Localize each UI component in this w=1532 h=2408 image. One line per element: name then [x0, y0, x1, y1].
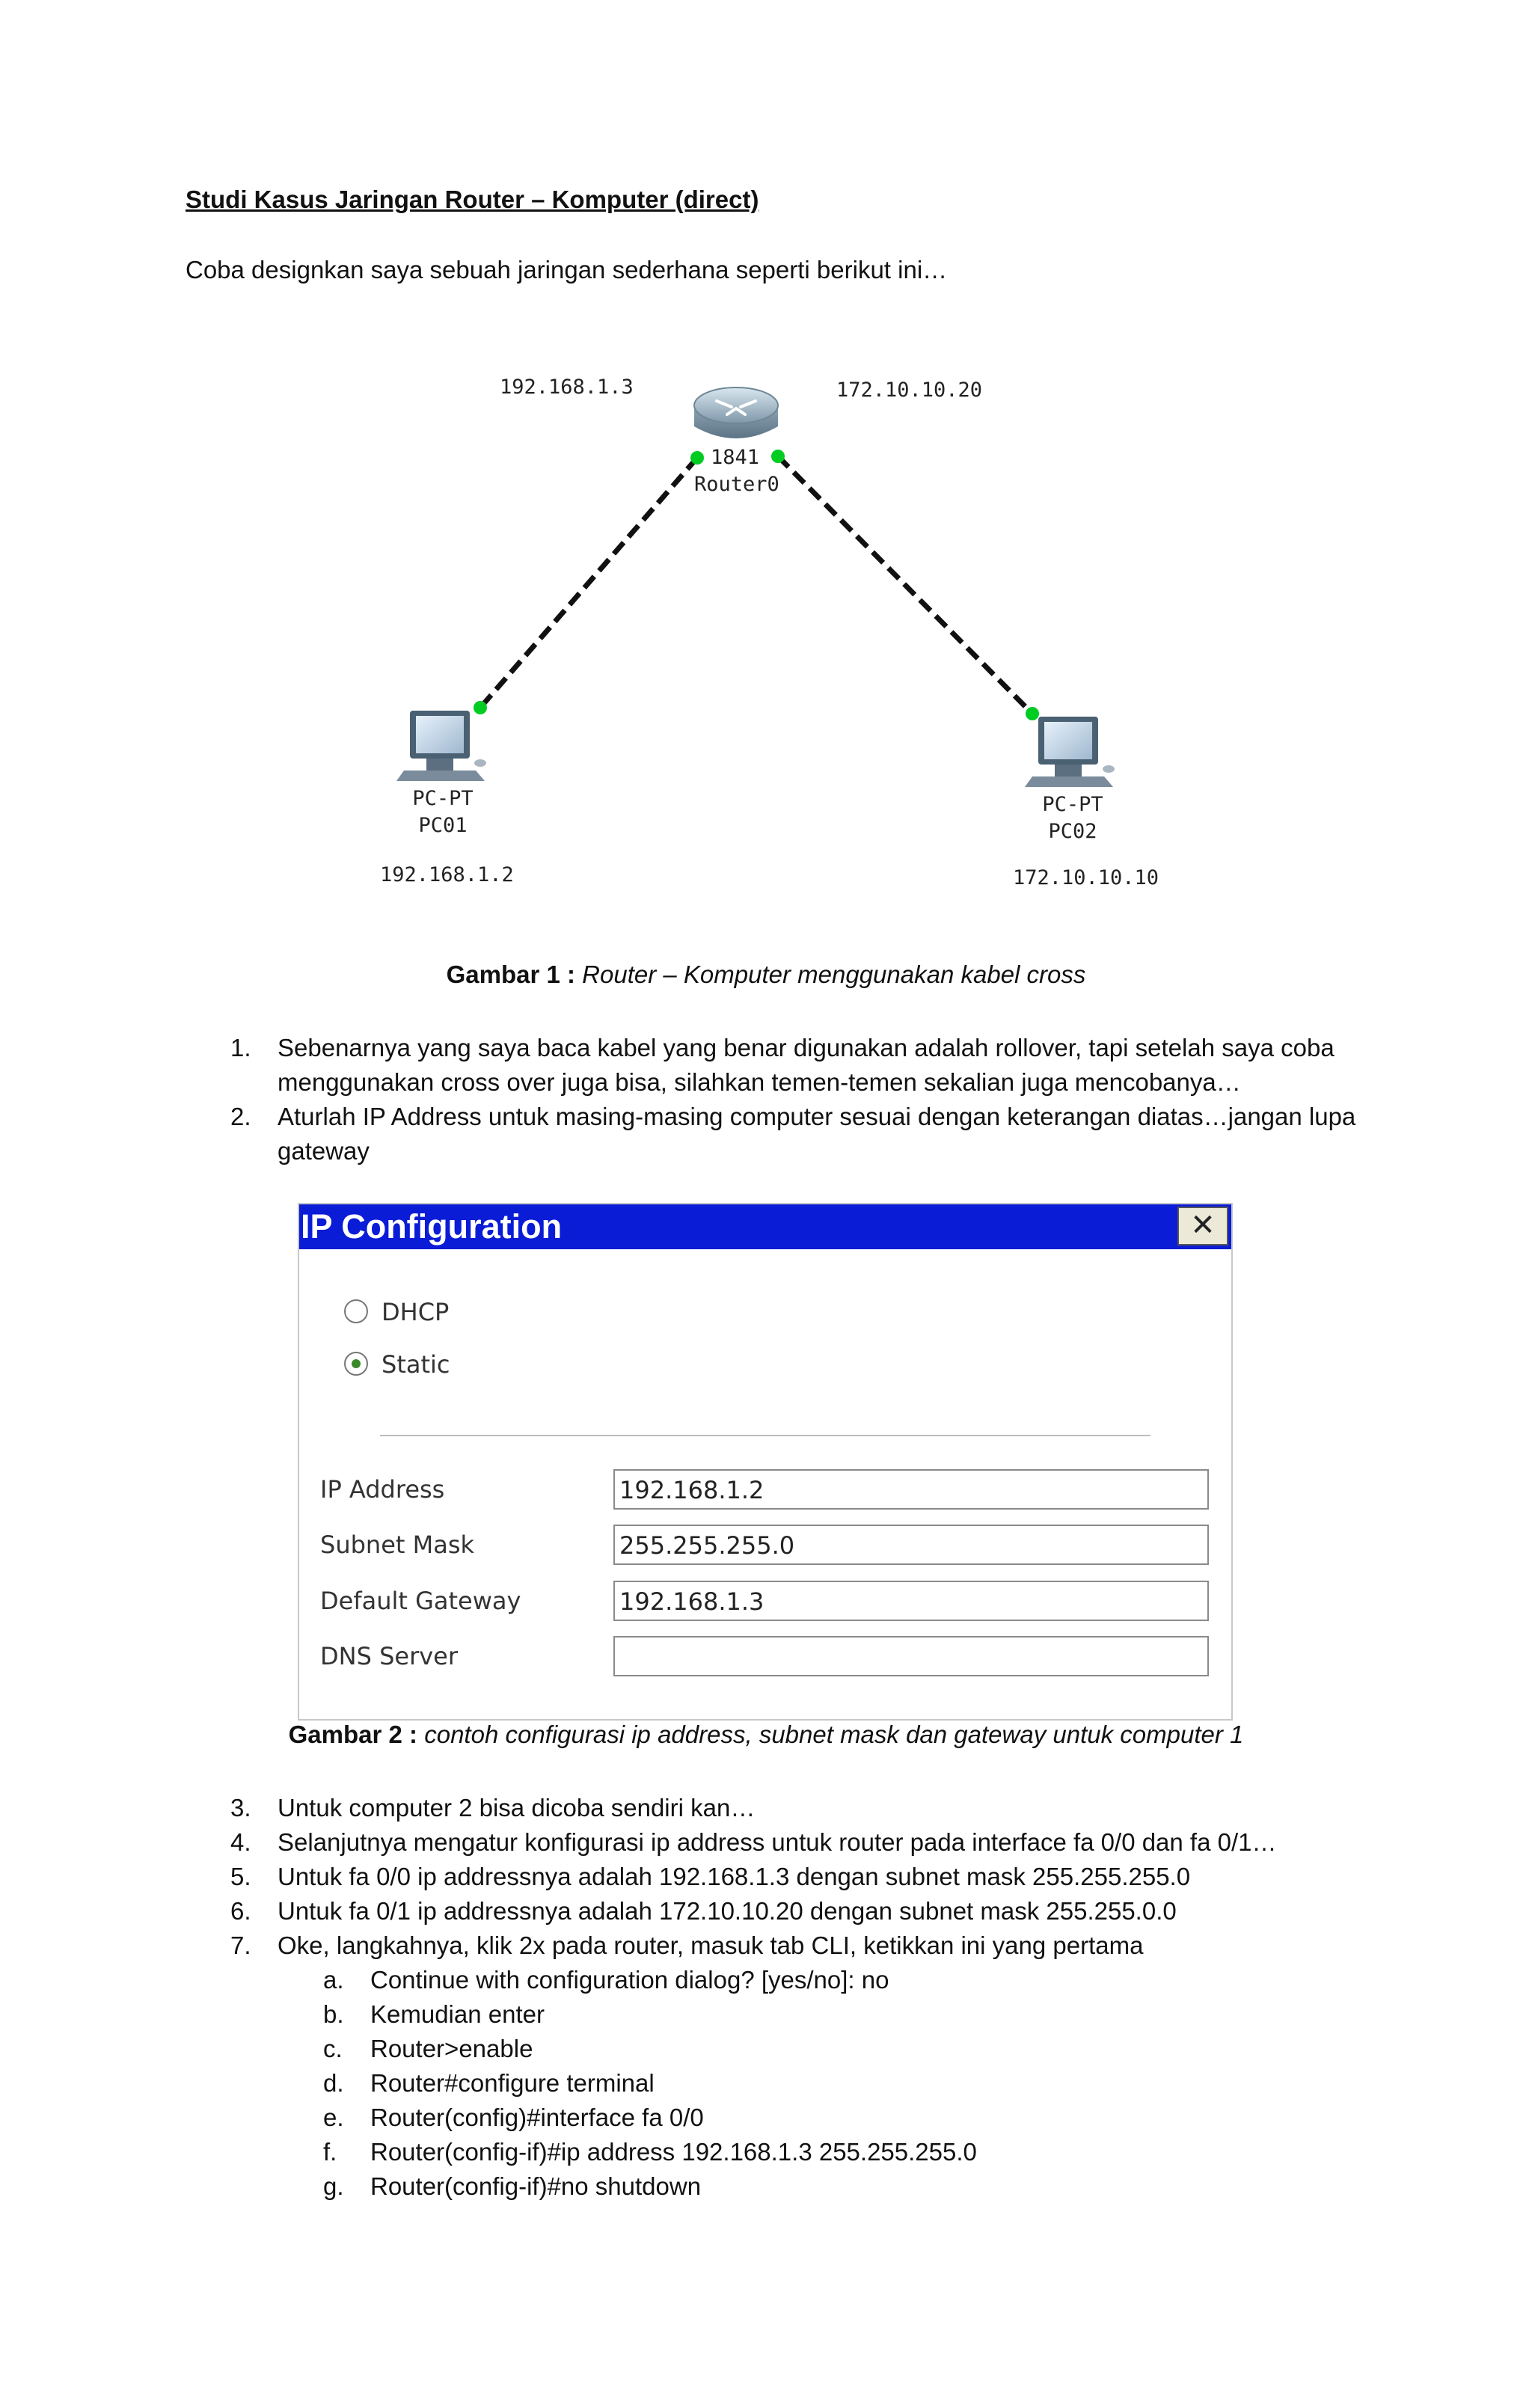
pc02-icon — [1025, 717, 1115, 787]
link-light-router-left — [690, 451, 704, 465]
intro-paragraph: Coba designkan saya sebuah jaringan sederhana seperti berikut ini… — [186, 256, 948, 284]
list-item-letter: f. — [323, 2138, 337, 2166]
list-item-text: Router#configure terminal — [370, 2069, 655, 2097]
list-item-text: Router(config-if)#no shutdown — [370, 2172, 702, 2200]
static-radio-label: Static — [382, 1350, 450, 1379]
list-item — [230, 1928, 1352, 1963]
network-diagram — [0, 337, 1532, 920]
link-light-pc01 — [474, 701, 487, 714]
figure2-caption-label: Gambar 2 : — [288, 1721, 418, 1748]
list-item-text: Router(config-if)#ip address 192.168.1.3 255.255.255.0 — [370, 2138, 977, 2166]
pc01-type-label: PC-PT — [412, 787, 474, 810]
cable-router-pc01 — [480, 458, 697, 708]
pc01-icon — [396, 711, 486, 781]
network-diagram-graphic — [0, 337, 1532, 920]
figure1-caption-text: Router – Komputer menggunakan kabel cross — [582, 961, 1086, 988]
subnet-mask-label: Subnet Mask — [320, 1531, 475, 1559]
list-item-number: 5. — [230, 1863, 251, 1890]
router-model-label: 1841 — [711, 446, 760, 469]
pc02-ip-label: 172.10.10.10 — [1013, 866, 1159, 889]
figure1-caption — [0, 961, 1532, 989]
list-item-text: Router(config)#interface fa 0/0 — [370, 2104, 704, 2131]
router-ip-right-label: 172.10.10.20 — [836, 379, 983, 402]
dns-server-label: DNS Server — [320, 1642, 458, 1670]
figure2-caption — [0, 1721, 1532, 1749]
subnet-mask-input[interactable]: 255.255.255.0 — [613, 1525, 1209, 1565]
list-item-letter: c. — [323, 2035, 343, 2062]
router-icon — [694, 387, 778, 438]
close-icon[interactable]: ✕ — [1177, 1207, 1228, 1246]
list-item-text: Oke, langkahnya, klik 2x pada router, masuk tab CLI, ketikkan ini yang pertama — [278, 1931, 1144, 1959]
list-item-letter: e. — [323, 2104, 344, 2131]
list-item — [230, 1894, 1352, 1928]
section-divider — [380, 1435, 1150, 1436]
dhcp-radio-button[interactable] — [344, 1299, 368, 1323]
list-item-letter: g. — [323, 2172, 344, 2200]
list-item-number: 4. — [230, 1828, 251, 1856]
list-item-number: 2. — [230, 1103, 251, 1130]
list-item-number: 7. — [230, 1931, 251, 1959]
pc02-type-label: PC-PT — [1042, 793, 1103, 816]
document-title: Studi Kasus Jaringan Router – Komputer (direct) — [186, 186, 759, 213]
pc02-name-label: PC02 — [1048, 820, 1097, 843]
list-item-number: 1. — [230, 1034, 251, 1061]
pc01-ip-label: 192.168.1.2 — [380, 863, 514, 886]
ip-configuration-window — [298, 1203, 1233, 1721]
default-gateway-label: Default Gateway — [320, 1587, 521, 1615]
dhcp-radio-label: DHCP — [382, 1298, 450, 1326]
pc01-name-label: PC01 — [418, 814, 468, 837]
window-title-bar — [299, 1204, 1231, 1249]
figure2-caption-text: contoh configurasi ip address, subnet mask dan gateway untuk computer 1 — [424, 1721, 1244, 1748]
list-item-text: Aturlah IP Address untuk masing-masing computer sesuai dengan keterangan diatas…jangan lupa gateway — [278, 1103, 1356, 1165]
list-item-text: Continue with configuration dialog? [yes/no]: no — [370, 1966, 889, 1994]
list-item-text: Kemudian enter — [370, 2000, 545, 2028]
router-ip-left-label: 192.168.1.3 — [500, 376, 634, 399]
list-item — [230, 1100, 1356, 1168]
window-title: IP Configuration — [301, 1207, 563, 1246]
list-item — [230, 1825, 1352, 1860]
list-item-letter: a. — [323, 1966, 344, 1994]
list-item-letter: b. — [323, 2000, 344, 2028]
router-name-label: Router0 — [694, 473, 779, 496]
default-gateway-input[interactable]: 192.168.1.3 — [613, 1581, 1209, 1621]
list-item — [230, 1860, 1352, 1894]
dns-server-input[interactable] — [613, 1636, 1209, 1676]
list-item-text: Untuk fa 0/0 ip addressnya adalah 192.168.1.3 dengan subnet mask 255.255.255.0 — [278, 1863, 1191, 1890]
list-item-text: Router>enable — [370, 2035, 533, 2062]
list-item — [230, 1031, 1352, 1100]
list-item-text: Selanjutnya mengatur konfigurasi ip address untuk router pada interface fa 0/0 dan fa 0/1… — [278, 1828, 1277, 1856]
cable-router-pc02 — [778, 456, 1032, 714]
ip-address-input[interactable]: 192.168.1.2 — [613, 1469, 1209, 1510]
ip-address-label: IP Address — [320, 1475, 445, 1504]
link-light-pc02 — [1026, 707, 1039, 720]
static-radio-button[interactable] — [344, 1352, 368, 1376]
list-item-number: 3. — [230, 1794, 251, 1822]
list-item-letter: d. — [323, 2069, 344, 2097]
list-item — [230, 1791, 1352, 1825]
list-item-text: Sebenarnya yang saya baca kabel yang benar digunakan adalah rollover, tapi setelah saya coba menggunakan cross over juga bisa, silahkan temen-temen sekalian juga mencobanya… — [278, 1034, 1335, 1096]
list-item-number: 6. — [230, 1897, 251, 1925]
figure1-caption-label: Gambar 1 : — [446, 961, 575, 988]
list-item-text: Untuk fa 0/1 ip addressnya adalah 172.10.10.20 dengan subnet mask 255.255.0.0 — [278, 1897, 1177, 1925]
link-light-router-right — [771, 450, 785, 463]
list-item-text: Untuk computer 2 bisa dicoba sendiri kan… — [278, 1794, 756, 1822]
